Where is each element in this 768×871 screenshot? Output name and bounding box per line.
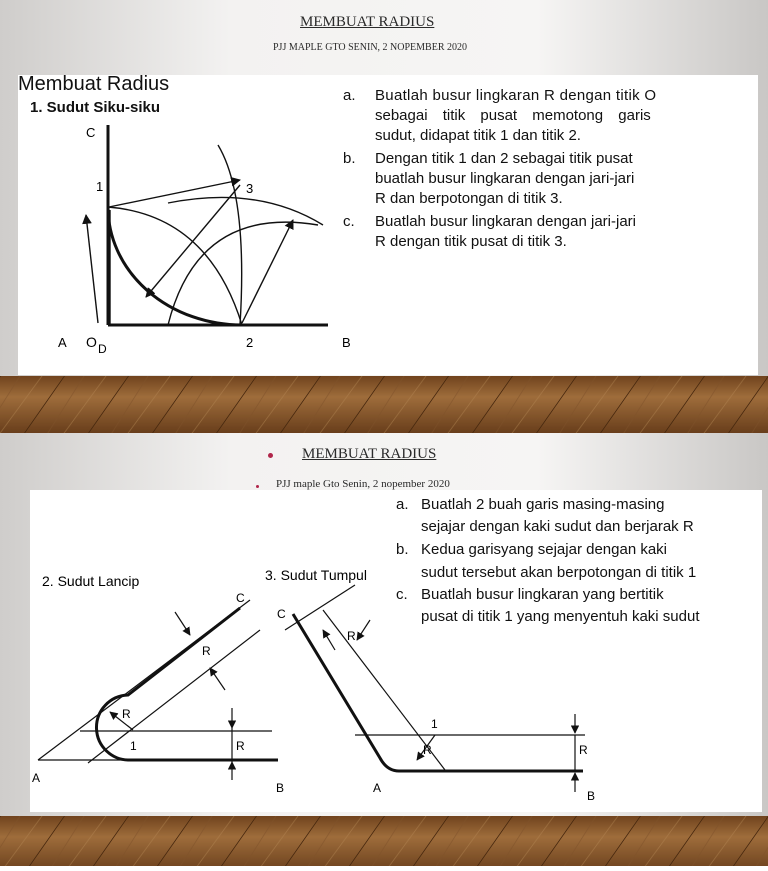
obtuse-label: 3. Sudut Tumpul [265,567,367,583]
obtuse-label-r2: R [423,743,432,757]
acute-label-c: C [236,591,245,605]
step-a-line-2: sejajar dengan kaki sudut dan berjarak R [421,518,694,535]
slide-subtitle: PJJ MAPLE GTO SENIN, 2 NOPEMBER 2020 [273,42,468,53]
acute-label-r2: R [122,707,131,721]
obtuse-label-r1: R [347,629,356,643]
slide-subtitle: PJJ maple Gto Senin, 2 nopember 2020 [276,478,450,490]
step-c-line-2: R dengan titik pusat di titik 3. [375,233,567,250]
step-a-line-2: sebagai titik pusat memotong garis [375,107,651,124]
content-panel [18,75,758,375]
step-c-line-2: pusat di titik 1 yang menyentuh kaki sudut [421,608,700,625]
content-panel [30,490,762,812]
right-angle-diagram [18,75,351,375]
slide-2 [0,433,768,866]
step-a-marker: a. [396,496,409,513]
step-b-line-2: buatlah busur lingkaran dengan jari-jari [375,170,635,187]
step-a-line-1: Buatlah 2 buah garis masing-masing [421,496,665,513]
section-label: 1. Sudut Siku-siku [30,99,161,116]
step-b-marker: b. [396,541,409,558]
acute-angle-diagram [30,490,290,812]
step-c-marker: c. [343,213,355,230]
step-a-line-3: sudut, didapat titik 1 dan titik 2. [375,127,581,144]
wood-floor-top [0,376,768,434]
step-c-marker: c. [396,586,408,603]
acute-label-r3: R [236,739,245,753]
label-o: O [86,334,97,350]
obtuse-angle-diagram [265,490,605,812]
step-b-line-2: sudut tersebut akan berpotongan di titik 1 [421,564,697,581]
step-b-marker: b. [343,150,356,167]
label-c: C [86,125,96,140]
panel-heading: Membuat Radius [18,73,170,95]
step-a-marker: a. [343,87,356,104]
acute-label-r1: R [202,644,211,658]
label-3: 3 [246,181,254,196]
step-b-line-3: R dan berpotongan di titik 3. [375,190,563,207]
step-c-line-1: Buatlah busur lingkaran dengan jari-jari [375,213,636,230]
acute-label: 2. Sudut Lancip [42,573,140,589]
label-2: 2 [246,335,254,350]
obtuse-label-r3: R [579,743,588,757]
label-b: B [342,335,351,350]
step-a-line-1: Buatlah busur lingkaran R dengan titik O [375,87,657,104]
wood-floor-bottom [0,816,768,866]
acute-label-a: A [32,771,41,785]
acute-label-1: 1 [130,739,137,753]
step-b-line-1: Kedua garisyang sejajar dengan kaki [421,541,667,558]
title-bullet [268,453,273,458]
label-1: 1 [96,179,104,194]
obtuse-label-b: B [587,789,596,803]
step-c-line-1: Buatlah busur lingkaran yang bertitik [421,586,664,603]
slide-title: MEMBUAT RADIUS [300,14,435,30]
obtuse-label-c: C [277,607,286,621]
slide-1 [0,0,768,380]
obtuse-label-1: 1 [431,717,438,731]
step-b-line-1: Dengan titik 1 dan 2 sebagai titik pusat [375,150,633,167]
label-a: A [58,335,67,350]
subtitle-bullet [256,485,259,488]
label-d: D [98,342,107,356]
obtuse-label-a: A [373,781,382,795]
slide-title: MEMBUAT RADIUS [302,446,437,462]
acute-label-b: B [276,781,285,795]
